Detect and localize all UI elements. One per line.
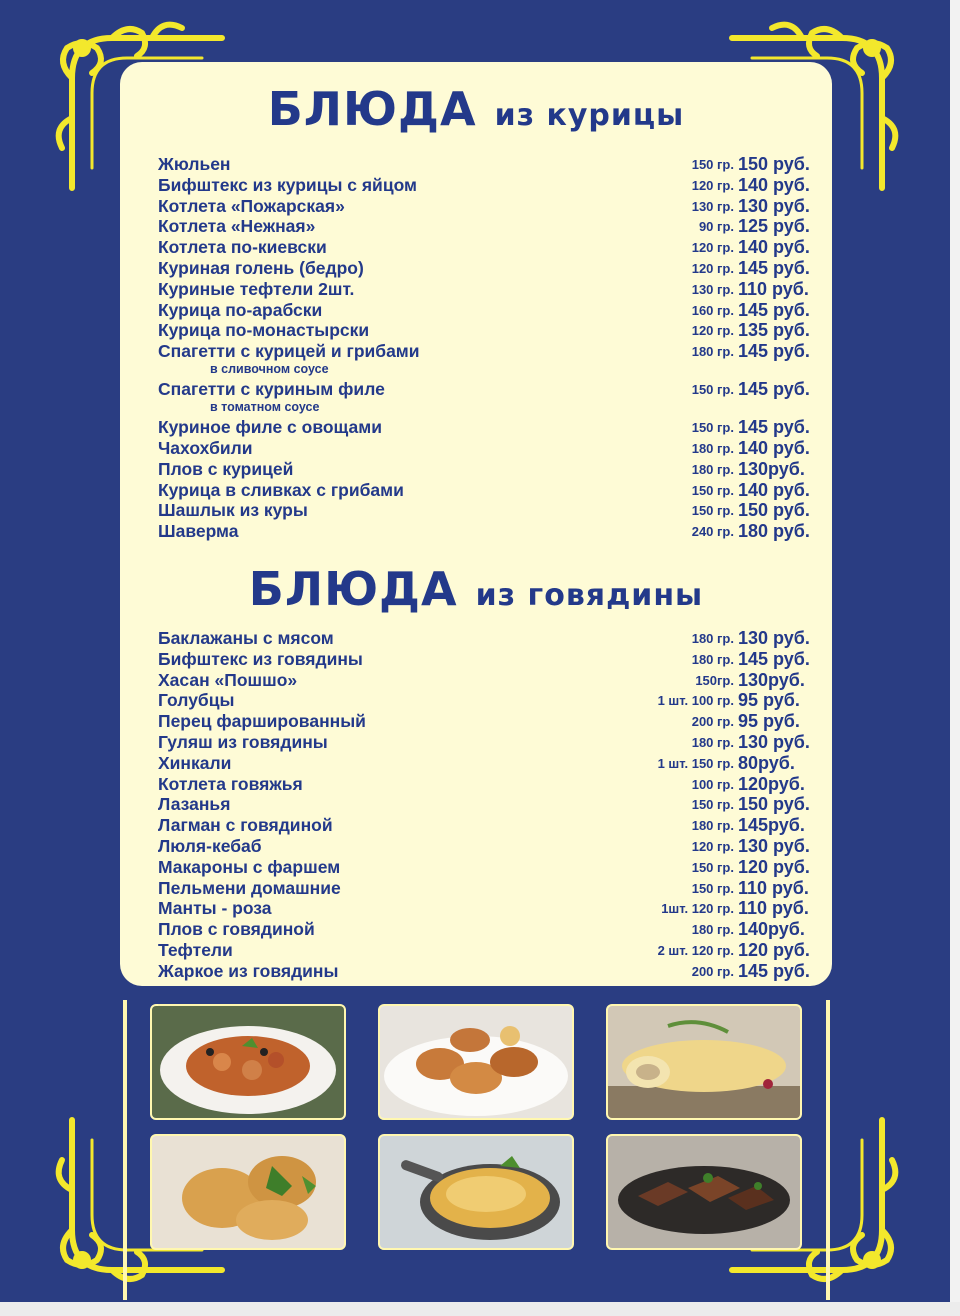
menu-item-price: 130руб. (738, 458, 805, 479)
menu-item-subtitle: в сливочном соусе (210, 362, 329, 377)
menu-item-weight: 150 гр. (691, 797, 734, 813)
menu-item-name: Манты - роза (158, 898, 272, 919)
menu-item-price: 140 руб. (738, 174, 810, 195)
menu-item-price: 145 руб. (738, 257, 810, 278)
menu-item-name: Баклажаны с мясом (158, 628, 334, 648)
cutlets-herbs-photo (150, 1134, 346, 1250)
menu-item-name: Лагман с говядиной (158, 815, 333, 836)
roast-drumsticks-photo (378, 1004, 574, 1120)
menu-item-name: Хасан «Пошшо» (158, 669, 298, 690)
menu-item-name: Спагетти с куриным филе (158, 379, 385, 400)
menu-item-row (158, 815, 810, 836)
menu-item-price: 95 руб. (738, 711, 800, 732)
menu-item-row (158, 500, 810, 521)
menu-item-row (158, 480, 810, 501)
menu-item-price: 110 руб. (738, 898, 809, 919)
menu-item-weight: 150гр. (695, 672, 734, 688)
menu-item-name: Тефтели (158, 939, 233, 960)
menu-item-row (158, 459, 810, 480)
chicken-menu-list (158, 154, 810, 542)
menu-item-name: Куриная голень (бедро) (158, 257, 364, 278)
menu-item-row (158, 919, 810, 940)
menu-item-name: Перец фаршированный (158, 711, 366, 732)
menu-item-name: Чахохбили (158, 437, 253, 458)
menu-panel (120, 62, 832, 986)
page-margin-right (950, 0, 960, 1316)
menu-item-price: 130руб. (738, 669, 805, 690)
page-margin-bottom (0, 1302, 960, 1316)
stuffed-roll-photo (606, 1004, 802, 1120)
menu-item-row (158, 836, 810, 857)
menu-item-row (158, 940, 810, 961)
menu-item-weight: 150 гр. (691, 420, 734, 436)
menu-item-name: Хинкали (158, 752, 232, 773)
menu-item-weight: 100 гр. (691, 776, 734, 792)
menu-item-row (158, 237, 810, 258)
menu-item-subtitle: в томатном соусе (210, 400, 320, 415)
menu-item-name: Жюльен (158, 154, 231, 174)
menu-item-price: 140 руб. (738, 479, 810, 500)
menu-item-weight: 150 гр. (691, 157, 734, 172)
menu-item-price: 150 руб. (738, 794, 810, 815)
menu-item-name: Курица по-арабски (158, 299, 323, 320)
menu-item-row (158, 175, 810, 196)
menu-item-row (158, 438, 810, 459)
menu-item-price: 180 руб. (738, 521, 810, 542)
menu-item-price: 145 руб. (738, 960, 810, 981)
menu-item-row (158, 649, 810, 670)
menu-item-name: Лазанья (158, 794, 231, 815)
menu-item-weight: 180 гр. (691, 734, 734, 750)
menu-item-row (158, 379, 810, 417)
menu-item-row (158, 279, 810, 300)
menu-item-row (158, 774, 810, 795)
menu-item-weight: 200 гр. (691, 714, 734, 730)
menu-item-name: Курица по-монастырски (158, 320, 370, 341)
menu-item-weight: 180 гр. (691, 922, 734, 938)
food-photo-grid (120, 1000, 832, 1300)
menu-item-row (158, 320, 810, 341)
menu-item-weight: 150 гр. (691, 382, 734, 398)
menu-item-name: Куриное филе с овощами (158, 417, 382, 438)
menu-item-row (158, 732, 810, 753)
menu-item-weight: 120 гр. (691, 260, 734, 276)
menu-item-weight: 180 гр. (691, 818, 734, 834)
menu-item-weight: 1 шт. 100 гр. (657, 693, 734, 709)
menu-item-price: 95 руб. (738, 690, 800, 711)
menu-item-price: 80руб. (738, 752, 795, 773)
menu-item-price: 145 руб. (738, 417, 810, 438)
menu-item-row (158, 690, 810, 711)
menu-item-name: Котлета «Нежная» (158, 216, 316, 237)
beef-section-title (120, 562, 832, 616)
menu-item-row (158, 857, 810, 878)
menu-item-weight: 90 гр. (698, 219, 734, 235)
menu-item-name: Пельмени домашние (158, 877, 341, 898)
menu-item-weight: 120 гр. (691, 838, 734, 854)
menu-item-row (158, 898, 810, 919)
menu-item-weight: 200 гр. (691, 963, 734, 979)
menu-item-name: Люля-кебаб (158, 835, 262, 856)
menu-item-weight: 180 гр. (691, 651, 734, 667)
menu-item-name: Гуляш из говядины (158, 731, 328, 752)
menu-item-row (158, 300, 810, 321)
menu-item-weight: 130 гр. (691, 281, 734, 297)
menu-item-name: Котлета по-киевски (158, 237, 327, 258)
menu-item-price: 125 руб. (738, 216, 810, 237)
grilled-meat-pan-photo (606, 1134, 802, 1250)
menu-item-name: Котлета «Пожарская» (158, 195, 345, 216)
menu-item-weight: 2 шт. 120 гр. (657, 942, 734, 958)
menu-item-row (158, 878, 810, 899)
menu-item-name: Курица в сливках с грибами (158, 479, 404, 500)
menu-item-name: Плов с говядиной (158, 919, 315, 940)
menu-item-price: 140 руб. (738, 437, 810, 458)
menu-item-row (158, 961, 810, 982)
menu-item-price: 140 руб. (738, 237, 810, 258)
menu-item-row (158, 258, 810, 279)
menu-item-row (158, 753, 810, 774)
menu-item-price: 130 руб. (738, 195, 810, 216)
menu-item-price: 130 руб. (738, 731, 810, 752)
menu-item-weight: 130 гр. (691, 198, 734, 214)
menu-item-name: Жаркое из говядины (158, 960, 339, 981)
menu-item-name: Плов с курицей (158, 458, 294, 479)
menu-item-price: 145 руб. (738, 341, 810, 362)
menu-item-price: 120 руб. (738, 856, 810, 877)
menu-item-name: Голубцы (158, 690, 235, 711)
menu-item-weight: 150 гр. (691, 503, 734, 519)
menu-item-row (158, 196, 810, 217)
menu-item-name: Макароны с фаршем (158, 856, 341, 877)
menu-item-name: Бифштекс из курицы с яйцом (158, 174, 417, 195)
chicken-title-small: из курицы (494, 98, 685, 133)
menu-item-row (158, 794, 810, 815)
chicken-title-big: БЛЮДА (267, 82, 477, 136)
menu-item-name: Бифштекс из говядины (158, 648, 363, 669)
menu-item-name: Котлета говяжья (158, 773, 303, 794)
menu-item-weight: 180 гр. (691, 440, 734, 456)
menu-item-weight: 180 гр. (691, 344, 734, 360)
menu-item-row (158, 628, 810, 649)
menu-item-weight: 1 шт. 150 гр. (657, 755, 734, 771)
menu-item-weight: 120 гр. (691, 323, 734, 339)
menu-item-price: 145 руб. (738, 299, 810, 320)
menu-item-weight: 240 гр. (691, 524, 734, 540)
chicken-section-title (120, 82, 832, 136)
menu-item-weight: 180 гр. (691, 461, 734, 477)
menu-item-price: 140руб. (738, 919, 805, 940)
menu-item-weight: 120 гр. (691, 240, 734, 256)
menu-item-weight: 150 гр. (691, 880, 734, 896)
menu-item-price: 130 руб. (738, 628, 810, 648)
menu-item-price: 145 руб. (738, 648, 810, 669)
menu-item-price: 145руб. (738, 815, 805, 836)
menu-item-price: 135 руб. (738, 320, 810, 341)
menu-item-row (158, 154, 810, 175)
menu-item-weight: 150 гр. (691, 859, 734, 875)
menu-item-price: 110 руб. (738, 877, 809, 898)
beef-title-small: из говядины (475, 578, 704, 613)
menu-item-price: 145 руб. (738, 379, 810, 400)
menu-item-weight: 180 гр. (691, 631, 734, 646)
menu-item-weight: 150 гр. (691, 482, 734, 498)
chicken-stew-photo (150, 1004, 346, 1120)
menu-item-price: 120 руб. (738, 939, 810, 960)
menu-item-price: 150 руб. (738, 154, 810, 174)
menu-item-price: 130 руб. (738, 835, 810, 856)
menu-item-row (158, 711, 810, 732)
julienne-pan-photo (378, 1134, 574, 1250)
menu-item-row (158, 417, 810, 438)
menu-item-weight: 120 гр. (691, 177, 734, 193)
menu-item-price: 110 руб. (738, 278, 809, 299)
beef-title-big: БЛЮДА (248, 562, 458, 616)
menu-item-name: Спагетти с курицей и грибами (158, 341, 420, 362)
beef-menu-list (158, 628, 810, 982)
menu-item-row (158, 216, 810, 237)
menu-item-weight: 1шт. 120 гр. (661, 901, 734, 917)
menu-item-row (158, 670, 810, 691)
menu-item-row (158, 341, 810, 379)
menu-item-price: 120руб. (738, 773, 805, 794)
menu-item-weight: 160 гр. (691, 302, 734, 318)
menu-item-name: Шашлык из куры (158, 500, 308, 521)
menu-item-price: 150 руб. (738, 500, 810, 521)
menu-item-row (158, 521, 810, 542)
menu-item-name: Шаверма (158, 521, 239, 542)
menu-item-name: Куриные тефтели 2шт. (158, 278, 355, 299)
